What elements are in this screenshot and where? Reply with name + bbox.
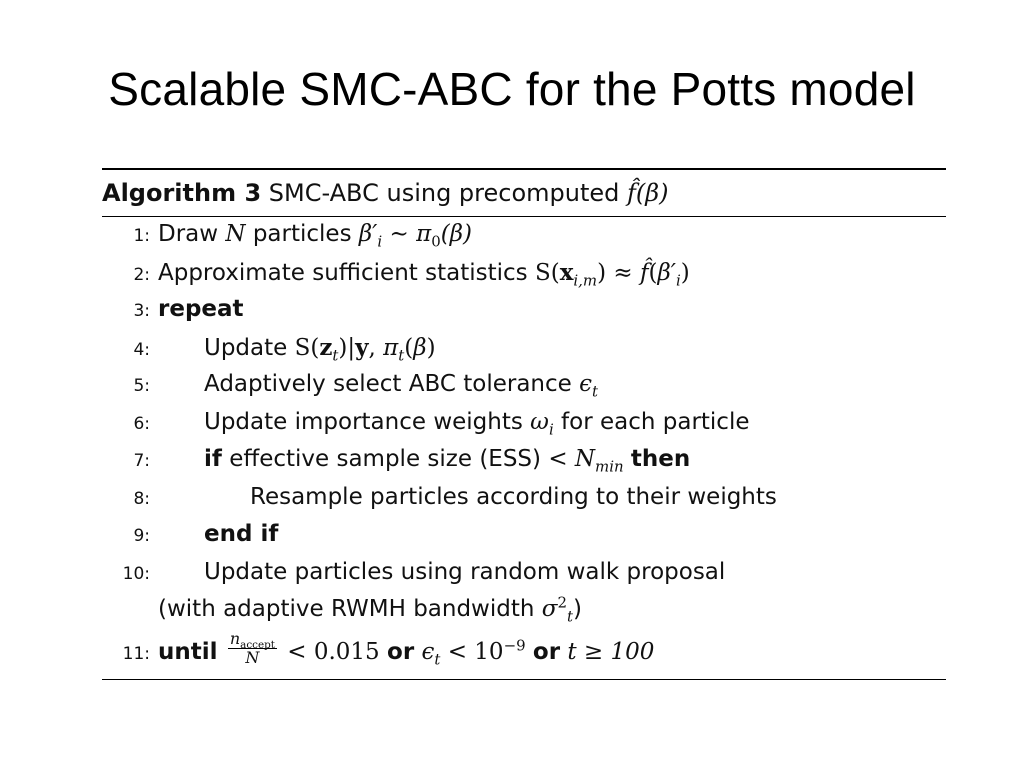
line-number: 4: [133,339,150,360]
text-update-weights: Update importance weights [204,408,523,435]
line-number: 5: [133,376,150,396]
algorithm-line-8 [102,484,946,522]
algorithm-line-10 [102,559,946,597]
line-number: 10: [122,563,150,584]
text-approx: Approximate sufficient statistics [158,259,528,286]
math-omega: $\omega_i$ [530,408,554,439]
text-with-adaptive: (with adaptive RWMH bandwidth [158,596,535,622]
algorithm-line-5 [102,371,946,409]
line-number: 9: [133,526,150,546]
algorithm-line-2 [102,259,946,297]
keyword-then: then [630,446,691,472]
line-number: 3: [133,301,150,321]
math-threshold: < 0.015 [287,638,380,665]
text-each-particle: for each particle [561,408,750,435]
text-draw: Draw [158,221,219,247]
algorithm-lines [102,217,946,679]
line-number: 11: [122,643,150,664]
line-number: 8: [133,488,150,509]
algorithm-caption: SMC-ABC using precomputed [268,179,620,207]
algorithm-line-3 [102,296,946,334]
algorithm-label: Algorithm 3 [102,179,262,207]
math-N: N [225,221,246,247]
line-number: 6: [133,413,150,434]
text-ess: effective sample size (ESS) [229,446,541,472]
keyword-if: if [204,446,222,472]
keyword-repeat: repeat [158,296,244,322]
math-stat: $S(x_{i,m})$ ≈ $f̂(\beta'_i)$ [534,258,690,290]
algorithm-line-6 [102,409,946,447]
math-nmin: < $N_{min}$ [548,446,624,476]
line-number: 7: [133,451,150,471]
algorithm-line-9 [102,521,946,559]
math-update: $S(z_t)|y$, $\pi_t(\beta)$ [294,333,436,365]
algorithm-line-10-continued: (with adaptive RWMH bandwidth $\sigma^2_t$) [158,593,582,626]
math-fraction: $\frac{n_{accept}}{N}$ [229,628,275,667]
text-resample: Resample particles according to their weights [250,483,777,510]
algorithm-caption-math: f̂(β) [627,179,669,207]
algorithm-box [102,168,946,680]
keyword-until: until [158,638,218,665]
math-epsilon: $\epsilon_t$ [579,371,599,401]
algorithm-line-4 [102,334,946,372]
algorithm-line-7 [102,446,946,484]
keyword-end-if: end if [204,521,279,547]
math-power: < $10^{-9}$ [447,635,526,665]
text-update: Update [204,334,288,361]
math-t-limit: t ≥ 100 [567,638,655,665]
math-sigma: $\sigma^2_t$ [541,593,574,626]
slide-title: Scalable SMC-ABC for the Potts model [108,63,916,115]
algorithm-line-1 [102,221,946,259]
keyword-or-2: or [532,638,561,665]
algorithm-line-11 [102,628,946,672]
text-update-particles: Update particles using random walk proposal [204,558,726,585]
text-adaptive: Adaptively select ABC tolerance [204,371,572,397]
text-particles: particles [252,221,352,247]
math-beta-prior: $\beta'_i$ ∼ $\pi_0(\beta)$ [358,221,472,251]
line-number: 1: [133,226,150,246]
math-epsilon-t: $\epsilon_t$ [421,638,441,669]
line-number: 2: [133,264,150,285]
keyword-or: or [387,638,415,665]
algorithm-header [102,170,946,217]
